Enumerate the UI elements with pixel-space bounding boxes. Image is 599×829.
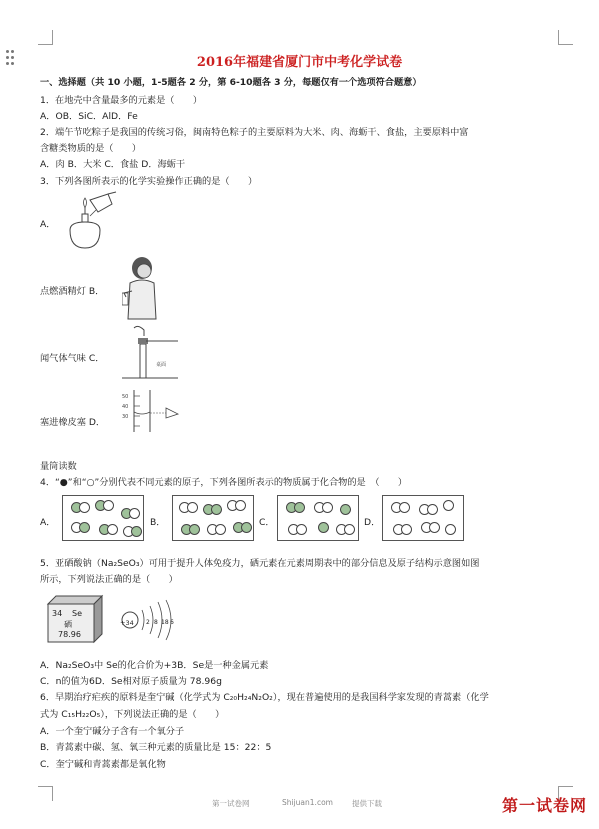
footer-left: 第一试卷网 bbox=[212, 799, 250, 808]
footer-site[interactable]: Shijuan1.com bbox=[282, 798, 333, 807]
question-2-stem-line1: 2．端午节吃粽子是我国的传统习俗，闽南特色粽子的主要原料为大米、肉、海蛎干、食盐，主要原料中富 bbox=[40, 127, 469, 138]
crop-mark-bottom-left bbox=[38, 786, 53, 801]
question-5-stem-line1: 5．亚硒酸钠（Na₂SeO₃）可用于提升人体免疫力，硒元素在元素周期表中的部分信息及原子结构示意图如图 bbox=[40, 558, 480, 569]
alcohol-lamp-figure bbox=[60, 190, 120, 252]
question-4-label-a: A． bbox=[40, 517, 56, 528]
question-6-option-a: A．一个奎宁碱分子含有一个氧分子 bbox=[40, 726, 185, 737]
question-3-option-a: A． bbox=[40, 219, 56, 230]
svg-text:40: 40 bbox=[122, 404, 129, 410]
question-4-label-d: D． bbox=[364, 517, 381, 528]
element-number: 34 bbox=[52, 609, 63, 618]
question-4-label-c: C． bbox=[259, 517, 275, 528]
question-3-stem: 3．下列各图所表示的化学实验操作正确的是（ ） bbox=[40, 176, 258, 187]
crop-mark-top-left bbox=[38, 30, 53, 45]
section-heading: 一、选择题（共 10 小题，1-5题各 2 分，第 6-10题各 3 分，每题仅有一个选项符合题意） bbox=[40, 77, 422, 88]
question-3-option-c: 闻气体气味 C． bbox=[40, 353, 105, 364]
question-3-option-b: 点燃酒精灯 B． bbox=[40, 286, 105, 297]
question-6-option-b: B．青蒿素中碳、氢、氧三种元素的质量比是 15：22：5 bbox=[40, 742, 272, 753]
element-name: 硒 bbox=[64, 620, 72, 629]
svg-text:50: 50 bbox=[122, 394, 129, 400]
rubber-stopper-figure bbox=[120, 324, 182, 382]
graduated-cylinder-figure bbox=[120, 388, 182, 434]
question-1-stem: 1．在地壳中含量最多的元素是（ ） bbox=[40, 95, 203, 106]
smelling-gas-figure bbox=[122, 255, 166, 321]
question-4-label-b: B． bbox=[150, 517, 166, 528]
question-5-stem-line2: 所示，下列说法正确的是（ ） bbox=[40, 574, 178, 585]
svg-text:桌面: 桌面 bbox=[156, 362, 167, 368]
molecule-box-d bbox=[382, 495, 464, 541]
question-6-stem-line1: 6．早期治疗疟疾的原料是奎宁碱（化学式为 C₂₀H₂₄N₂O₂），现在普遍使用的是我国科学家发现的青蒿素（化学 bbox=[40, 692, 489, 703]
element-symbol: Se bbox=[72, 609, 82, 618]
brand-logo: 第一试卷网 bbox=[501, 796, 587, 815]
svg-text:30: 30 bbox=[122, 414, 129, 420]
exam-title: 2016年福建省厦门市中考化学试卷 bbox=[196, 55, 403, 70]
crop-mark-top-right bbox=[558, 30, 573, 45]
shell-count-4: 6 bbox=[170, 619, 174, 626]
question-4-stem: 4．“●”和“○”分别代表不同元素的原子，下列各图所表示的物质属于化合物的是 （ ） bbox=[40, 477, 408, 488]
question-3-option-d: 塞进橡皮塞 D． bbox=[40, 417, 106, 428]
shell-count-2: 8 bbox=[154, 619, 158, 626]
molecule-box-c bbox=[277, 495, 359, 541]
question-6-option-c: C．奎宁碱和青蒿素都是氧化物 bbox=[40, 759, 166, 770]
atom-nucleus-label: +34 bbox=[120, 619, 134, 627]
molecule-box-a bbox=[62, 495, 144, 541]
molecule-box-b bbox=[172, 495, 254, 541]
footer-right: 提供下载 bbox=[352, 799, 382, 808]
shell-count-3: 18 bbox=[161, 619, 169, 626]
question-3-tail: 量筒读数 bbox=[40, 461, 77, 472]
element-mass: 78.96 bbox=[58, 630, 81, 639]
question-2-stem-line2: 含糖类物质的是（ ） bbox=[40, 143, 142, 154]
question-5-options-ab: A．Na₂SeO₃中 Se的化合价为+3B．Se是一种金属元素 bbox=[40, 660, 269, 671]
question-6-stem-line2: 式为 C₁₅H₂₂O₅），下列说法正确的是（ ） bbox=[40, 709, 225, 720]
shell-count-1: 2 bbox=[146, 619, 150, 626]
question-1-options: A．OB．SiC．AlD．Fe bbox=[40, 111, 138, 122]
question-5-options-cd: C．n的值为6D．Se相对原子质量为 78.96g bbox=[40, 676, 222, 687]
question-2-options: A．肉 B．大米 C．食盐 D．海蛎干 bbox=[40, 159, 186, 170]
